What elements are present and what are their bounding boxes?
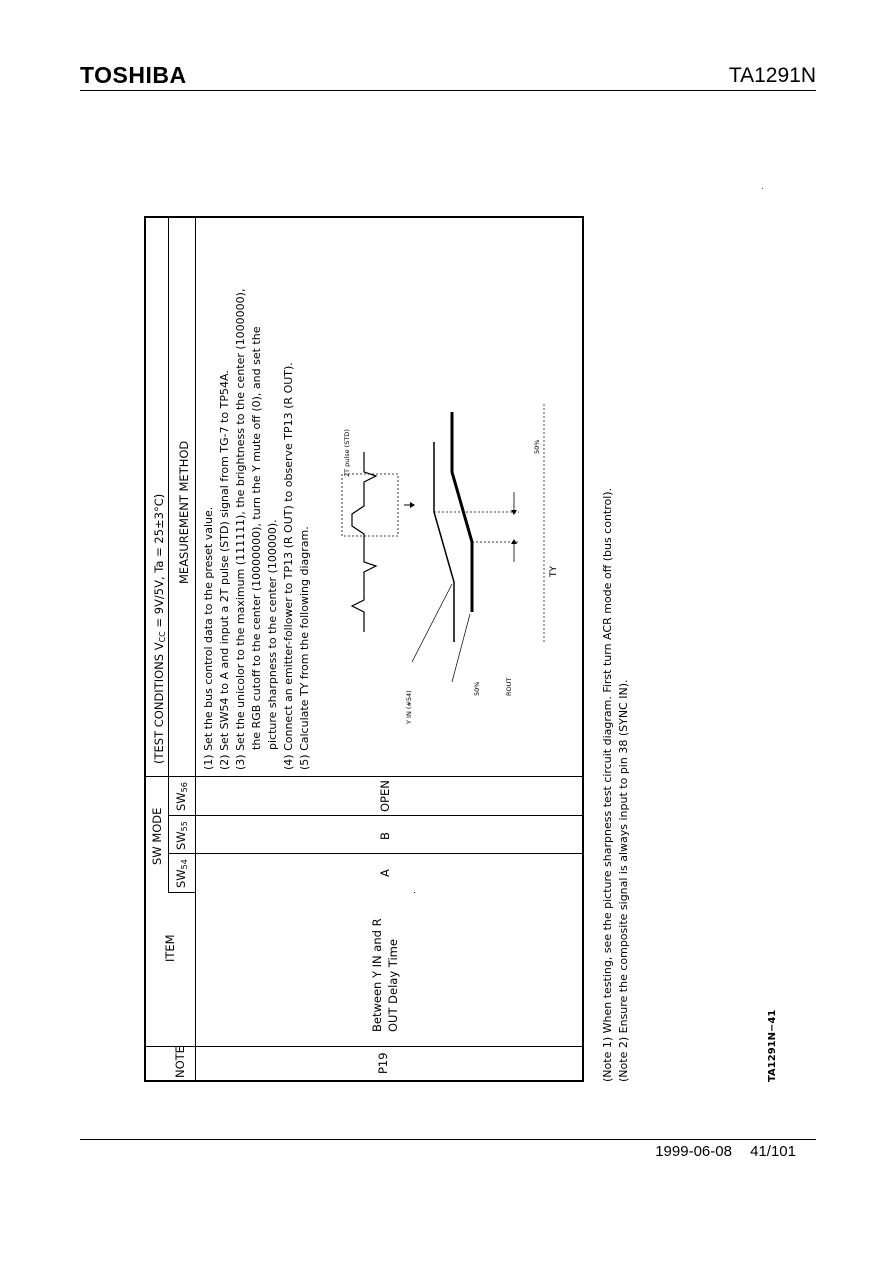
rotated-test-sheet [144, 216, 630, 1082]
test-conditions-title: (TEST CONDITIONS $V_{CC} = 9V/5V$, Ta = 25±3°C) [152, 493, 167, 764]
footer-rule [80, 1139, 816, 1140]
row-note: P19 [376, 1052, 390, 1074]
scan-speck [762, 188, 763, 189]
row-sw54: A [378, 869, 392, 877]
footer-date: 1999-06-08 [655, 1143, 732, 1160]
row-sw55: B [378, 832, 392, 840]
note-1: (Note 1) When testing, see the picture sharpness test circuit diagram. First turn ACR mode off (bus control). [601, 487, 614, 1082]
row-sw56: OPEN [378, 780, 392, 812]
col-sw54-header: $SW_{54}$ [174, 859, 189, 888]
step-5: (5) Calculate TY from the following diagram. [298, 526, 311, 770]
step-2: (2) Set SW54 to A and input a 2T pulse (STD) signal from TG-7 to TP54A. [218, 370, 231, 770]
pct50-label-top: 50% [533, 439, 541, 454]
col-method-header: MEASUREMENT METHOD [177, 440, 191, 584]
pct50-label-bottom: 50% [473, 681, 481, 696]
brand-logo: TOSHIBA [80, 62, 187, 88]
col-item-header: ITEM [163, 934, 177, 962]
footer [641, 1143, 796, 1160]
step-3a: (3) Set the unicolor to the maximum (111111), the brightness to the center (1000000), [234, 288, 247, 770]
col-note-header: NOTE [173, 1046, 187, 1078]
header-rule [80, 90, 816, 91]
col-swmode-header: SW MODE [150, 807, 164, 865]
page-code: TA1291N−41 [767, 1009, 778, 1082]
note-2: (Note 2) Ensure the composite signal is always input to pin 38 (SYNC IN). [617, 679, 630, 1082]
step-3c: picture sharpness to the center (100000). [266, 519, 279, 750]
rout-label: ROUT [505, 677, 513, 696]
col-sw55-header: $SW_{55}$ [174, 821, 189, 850]
yin-label: Y IN (#54) [405, 690, 413, 724]
ty-label: TY [549, 566, 559, 577]
part-number: TA1291N [728, 64, 816, 87]
step-1: (1) Set the bus control data to the preset value. [202, 506, 215, 770]
row-item-line1: Between Y IN and R [370, 918, 384, 1032]
row-item-line2: OUT Delay Time [386, 939, 400, 1032]
delay-time-diagram [334, 372, 574, 702]
test-conditions-table [144, 216, 584, 1082]
pulse-label: 2T pulse (STD) [343, 429, 351, 477]
step-3b: the RGB cutoff to the center (10000000), turn the Y mute off (0), and set the [250, 326, 263, 750]
col-sw56-header: $SW_{56}$ [174, 782, 189, 811]
footer-page: 41/101 [750, 1143, 796, 1160]
step-4: (4) Connect an emitter-follower to TP13 (R OUT) to observe TP13 (R OUT). [282, 362, 295, 770]
